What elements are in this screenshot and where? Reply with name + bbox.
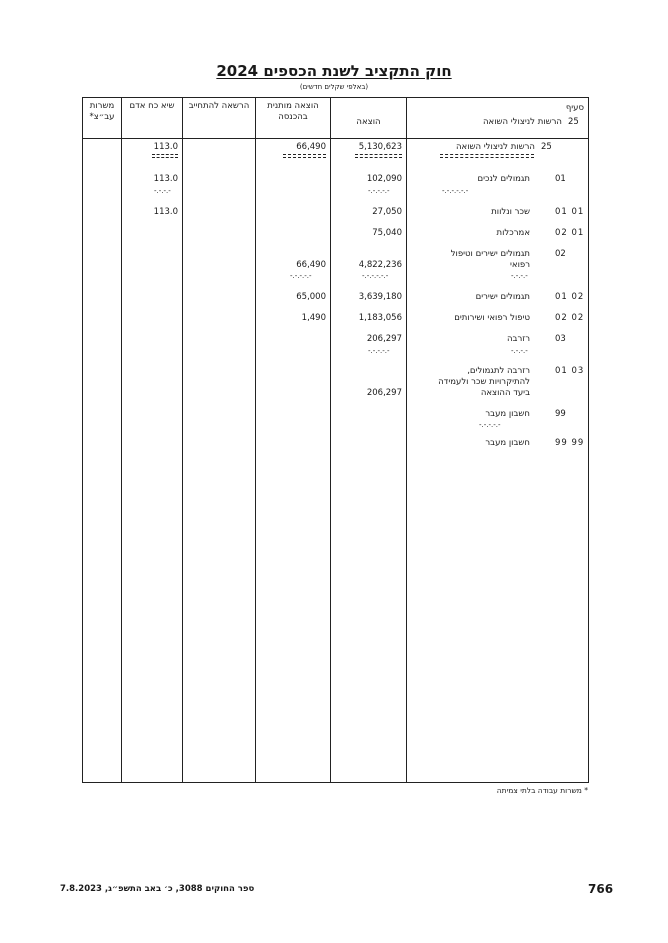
header-section-name: הרשות לניצולי השואה xyxy=(482,117,562,127)
dashed-separator: -.-.-.- xyxy=(511,272,528,280)
header-conditional-expense: הוצאה מותנית בהכנסה xyxy=(267,101,319,122)
row-code: 99 99 xyxy=(555,438,585,448)
header-commitment: הרשאה להתחייב xyxy=(188,101,250,111)
header-section-code: 25 xyxy=(568,117,579,127)
row-name: חשבון מעבר xyxy=(485,438,530,448)
row-conditional: 65,000 xyxy=(296,292,326,302)
row-expense: 75,040 xyxy=(372,228,402,238)
row-code: 01 02 xyxy=(555,292,585,302)
row-code: 01 01 xyxy=(555,207,585,217)
row-name: חשבון מעבר xyxy=(485,409,530,419)
row-expense: 1,183,056 xyxy=(358,313,402,323)
dashed-separator: -.-.-.- xyxy=(511,347,528,355)
row-name: טיפול רפואי ושירותים xyxy=(454,313,530,323)
row-conditional: 66,490 xyxy=(296,260,326,270)
header-section: סעיף xyxy=(565,103,584,113)
row-code: 03 xyxy=(555,334,566,344)
footnote: * משרות עבודה בלתי צמיתה xyxy=(496,786,588,795)
header-divider xyxy=(82,138,589,139)
row-name: שכר ונלוות xyxy=(491,207,530,217)
document-subtitle: (באלפי שקלים חדשים) xyxy=(299,83,369,91)
row-code: 01 xyxy=(555,174,566,184)
row-name: אמרכלות xyxy=(496,228,530,238)
double-underline xyxy=(355,154,402,158)
header-positions: משרות עב״צ* xyxy=(89,101,115,122)
row-expense: 27,050 xyxy=(372,207,402,217)
row-expense: 206,297 xyxy=(366,334,402,344)
row-expense: 206,297 xyxy=(366,388,402,398)
column-divider xyxy=(406,97,407,783)
dashed-separator: -.-.-.-.-.- xyxy=(442,187,469,195)
column-divider xyxy=(330,97,331,783)
row-expense: 5,130,623 xyxy=(358,142,402,152)
row-code: 25 xyxy=(541,142,552,152)
row-name: תגמולים ישירים xyxy=(475,292,530,302)
dashed-separator: -.-.-.-.- xyxy=(479,421,501,429)
row-name: הרשות לניצולי השואה xyxy=(455,142,535,152)
row-name: רזרבה xyxy=(506,334,530,344)
row-name: תגמולים לנכים xyxy=(477,174,530,184)
header-peak-manpower: שיא כח אדם xyxy=(129,101,175,111)
dashed-separator: -.-.-.-.- xyxy=(290,272,312,280)
dashed-separator: -.-.-.-.- xyxy=(368,347,390,355)
row-name-continued: ביעד ההוצאה xyxy=(480,388,530,398)
row-code: 99 xyxy=(555,409,566,419)
row-name: רזרבה לתגמולים, xyxy=(467,366,530,376)
column-divider xyxy=(255,97,256,783)
column-divider xyxy=(182,97,183,783)
row-code: 02 02 xyxy=(555,313,585,323)
row-code: 02 xyxy=(555,249,566,259)
row-manpower: 113.0 xyxy=(153,174,178,184)
row-expense: 3,639,180 xyxy=(358,292,402,302)
double-underline xyxy=(283,154,326,158)
row-code: 02 01 xyxy=(555,228,585,238)
document-title: חוק התקציב לשנת הכספים 2024 xyxy=(216,62,452,80)
dashed-separator: -.-.-.-.-.- xyxy=(362,272,389,280)
row-conditional: 66,490 xyxy=(296,142,326,152)
page-number: 766 xyxy=(588,882,614,896)
row-manpower: 113.0 xyxy=(153,207,178,217)
row-conditional: 1,490 xyxy=(301,313,326,323)
row-expense: 102,090 xyxy=(366,174,402,184)
row-name: תגמולים ישירים וטיפול xyxy=(450,249,530,259)
row-name-continued: רפואי xyxy=(509,260,530,270)
row-expense: 4,822,236 xyxy=(358,260,402,270)
row-code: 01 03 xyxy=(555,366,585,376)
row-name-continued: להתיקרויות שכר ולעמידה xyxy=(438,377,530,387)
row-manpower: 113.0 xyxy=(153,142,178,152)
double-underline xyxy=(152,154,178,158)
dashed-separator: -.-.-.- xyxy=(154,187,171,195)
publication-reference: ספר החוקים 3088, כ׳ באב התשפ״ג, 7.8.2023 xyxy=(60,884,255,894)
double-underline xyxy=(440,154,534,158)
header-expense: הוצאה xyxy=(356,117,381,127)
column-divider xyxy=(121,97,122,783)
dashed-separator: -.-.-.-.- xyxy=(368,187,390,195)
